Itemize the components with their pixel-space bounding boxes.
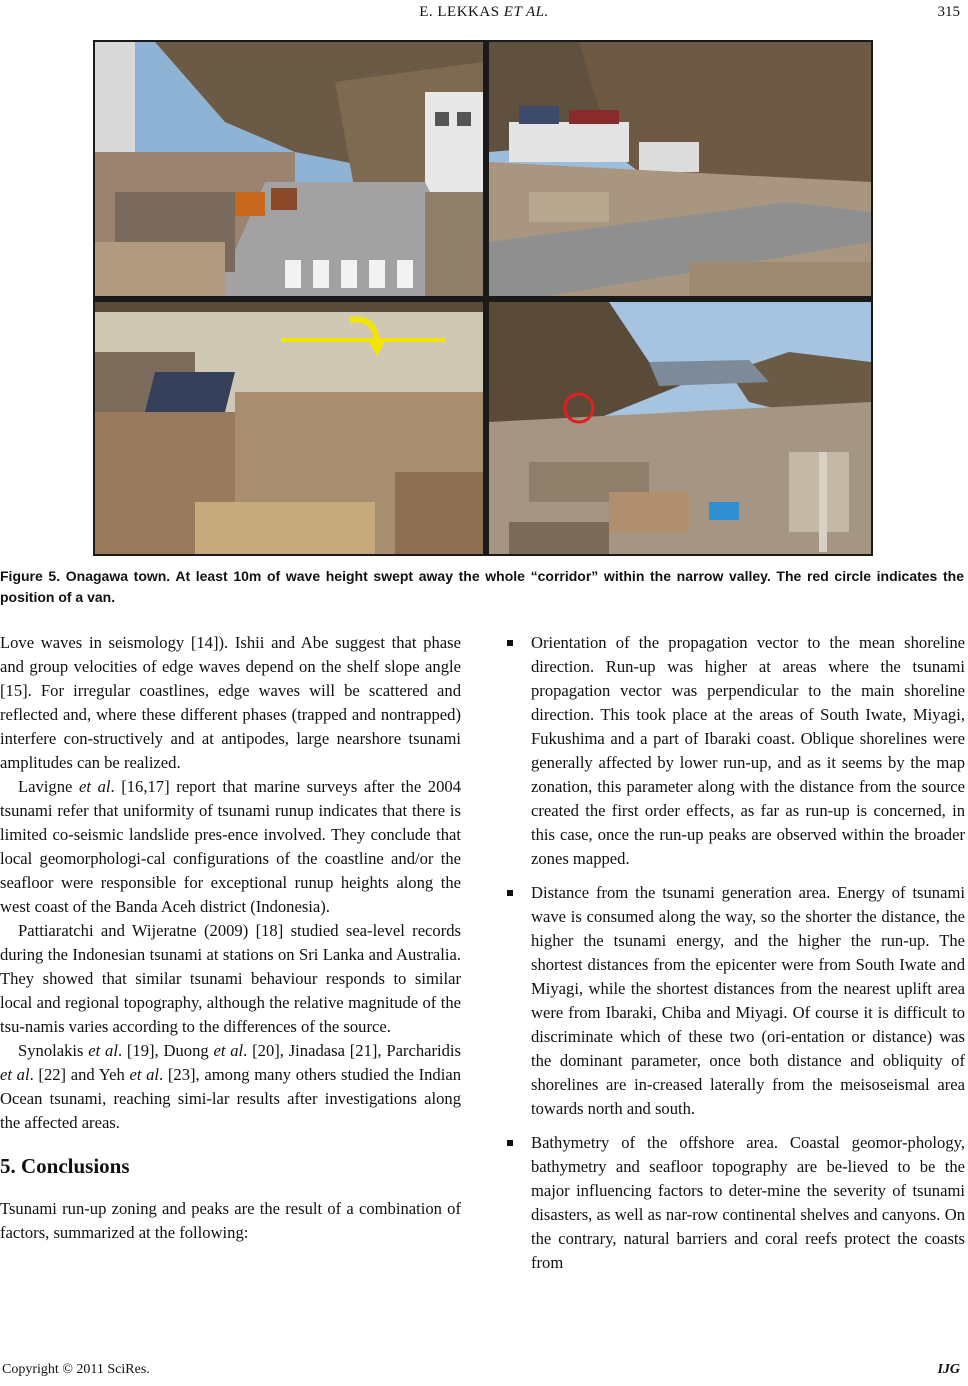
running-title — [0, 4, 968, 21]
text-run: . [20], Jinadasa [21], Parcharidis — [243, 1041, 461, 1060]
text-run: . [16,17] report that marine surveys after the 2004 tsunami refer that uniformity of tsunami runup indicates that there is limited co-seismic landslide pres-ence involved. They conclude that local geomorphologi-cal configurations of the coastline and/or the seafloor were responsible for exceptional runup heights along the west coast of the Banda Aceh district (Indonesia). — [0, 777, 461, 916]
coastal-road-and-hillside-photo — [489, 42, 871, 296]
list-item — [507, 631, 965, 871]
journal-abbreviation: IJG — [937, 1362, 960, 1377]
et-al-italic: et al — [213, 1041, 244, 1060]
page-number: 315 — [937, 4, 960, 20]
paragraph: Love waves in seismology [14]). Ishii and Abe suggest that phase and group velocities of edge waves depend on the shelf slope angle [15]. For irregular coastlines, edge waves will be scattered and reflected and, where these different phases (trapped and nontrapped) interfere con-structively and at antipodes, large nearshore tsunami amplitudes can be realized. — [0, 633, 461, 772]
list-item — [507, 1131, 965, 1275]
left-column — [0, 631, 461, 1245]
header-authors: E. LEKKAS — [419, 4, 500, 20]
running-header — [0, 4, 968, 26]
header-et-al: ET AL. — [503, 4, 549, 20]
text-run: Lavigne — [18, 777, 79, 796]
square-bullet-icon — [507, 1140, 513, 1146]
et-al-italic: et al — [78, 777, 111, 796]
section-heading: 5. Conclusions — [0, 1154, 130, 1178]
paragraph: Pattiaratchi and Wijeratne (2009) [18] studied sea-level records during the Indonesian tsunami at stations on Sri Lanka and Australia. They showed that similar tsunami behaviour responds to similar local and regional topography, although the relative magnitude of the tsu-namis varies according to the differences of the source. — [0, 921, 461, 1036]
valley-debris-field-photo — [489, 302, 871, 554]
list-item — [507, 881, 965, 1121]
list-item-text: Distance from the tsunami generation area. Energy of tsunami wave is consumed along the way, so the shorter the distance, the higher the tsunami energy, and the higher the run-up. The shortest distances from the epicenter were from South Iwate and Miyagi, while the shortest distances from the nearest uplift area were from Ibaraki, Chiba and Miyagi. Of course it is difficult to discriminate which of these two (ori-entation or distance) was the dominant parameter, once both distance and obliquity of shorelines are in-creased laterally from the meisoseismal area towards north and south. — [531, 883, 965, 1118]
list-item-text: Bathymetry of the offshore area. Coastal geomor-phology, bathymetry and seafloor topography are be-lieved to be the major influencing factors to deter-mine the severity of tsunami disasters, as well as nar-row continental shelves and canyons. On the contrary, natural barriers and coral reefs protect the coasts from — [531, 1133, 965, 1272]
text-run: . [22] and Yeh — [29, 1065, 130, 1084]
square-bullet-icon — [507, 640, 513, 646]
copyright-notice: Copyright © 2011 SciRes. — [2, 1362, 150, 1377]
text-run: . [23], among many others studied the Indian Ocean tsunami, reaching simi-lar results after investigations along the affected areas. — [0, 1065, 462, 1132]
figure-caption: Figure 5. Onagawa town. At least 10m of wave height swept away the whole “corridor” within the narrow valley. The red circle indicates the position of a van. — [0, 568, 964, 605]
et-al-italic: et al — [129, 1065, 160, 1084]
et-al-italic: et al — [88, 1041, 118, 1060]
right-column — [507, 631, 965, 1285]
list-item-text: Orientation of the propagation vector to the mean shoreline direction. Run-up was higher at areas where the tsunami propagation vector was perpendicular to the main shoreline direction. This took place at the areas of South Iwate, Miyagi, Fukushima and a part of Ibaraki coast. Oblique shorelines were generally affected by lower run-up, and as it seems by the map zonation, this parameter along with the distance from the source created the first order effects, as far as run-up is concerned, in this case, once the run-up peaks are observed within the broader zones mapped. — [531, 633, 965, 868]
text-run: Synolakis — [18, 1041, 89, 1060]
debris-on-retaining-wall-photo — [95, 302, 483, 554]
paragraph — [0, 1039, 461, 1135]
square-bullet-icon — [507, 890, 513, 896]
paragraph: Tsunami run-up zoning and peaks are the result of a combination of factors, summarized at the following: — [0, 1199, 461, 1242]
et-al-italic: et al — [0, 1065, 30, 1084]
paragraph — [0, 775, 461, 919]
text-run: . [19], Duong — [117, 1041, 214, 1060]
damaged-street-with-crosswalk-photo — [95, 42, 483, 296]
figure-5 — [93, 40, 873, 556]
page-footer — [0, 1362, 968, 1382]
